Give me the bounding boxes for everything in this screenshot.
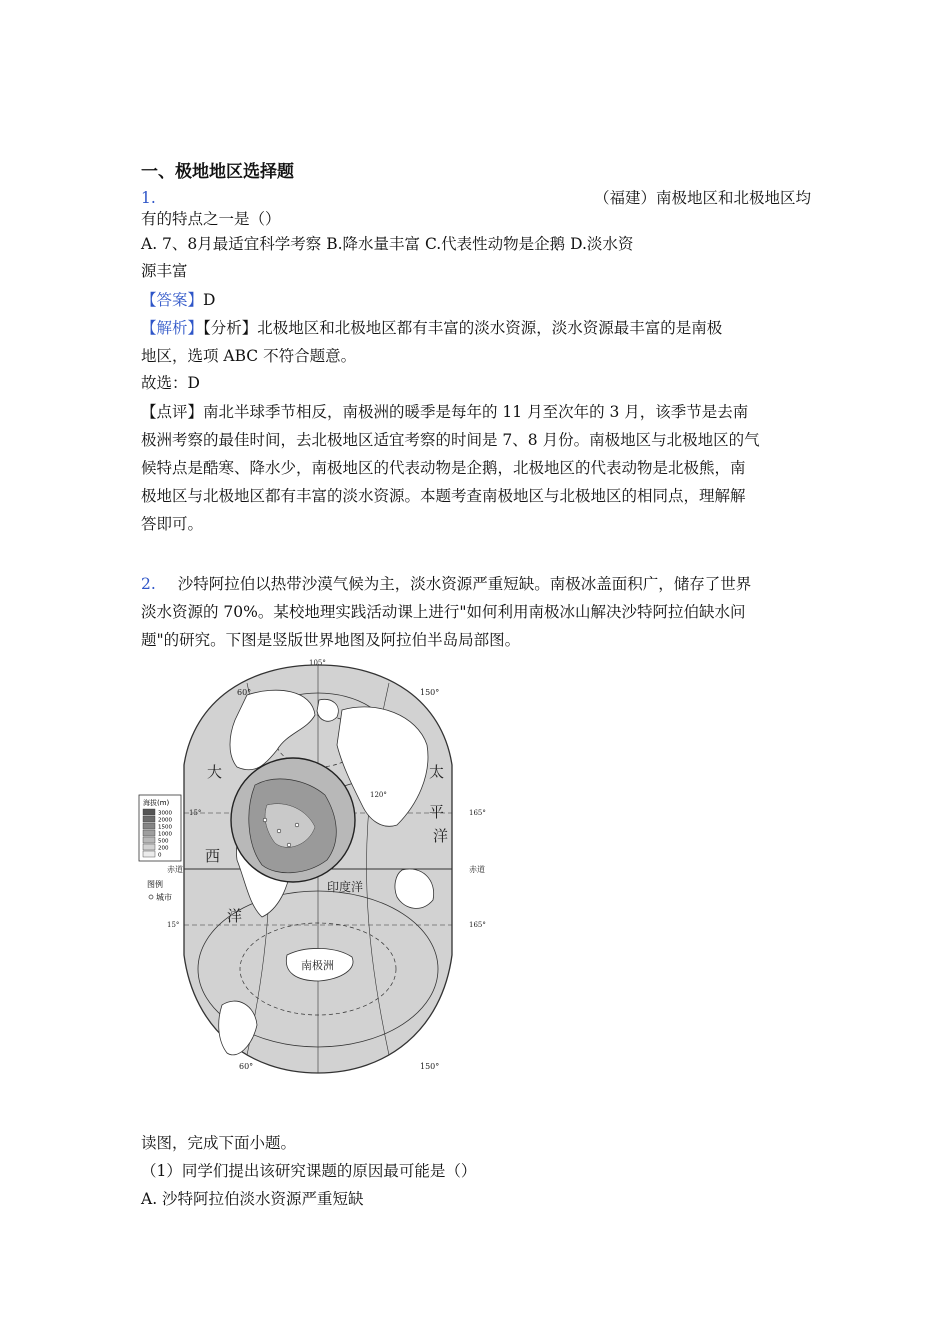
q1-first-line xyxy=(141,188,811,208)
legend-swatch xyxy=(143,830,155,836)
label-pacific-3: 洋 xyxy=(433,827,449,845)
legend-swatch xyxy=(143,837,155,843)
world-map-figure xyxy=(137,655,499,1085)
label-pacific-1: 太 xyxy=(429,763,445,781)
label-120: 120° xyxy=(370,791,387,799)
answer-label: 【答案】 xyxy=(141,291,204,309)
legend-swatch xyxy=(143,816,155,822)
q2-stem-1: 沙特阿拉伯以热带沙漠气候为主，淡水资源严重短缺。南极冰盖面积广，储存了世界 xyxy=(177,575,752,593)
section-title: 一、极地地区选择题 xyxy=(141,162,294,182)
q2-number: 2. xyxy=(141,575,156,593)
label-atlantic-2: 西 xyxy=(205,847,221,865)
q1-comment-1: 【点评】南北半球季节相反，南极洲的暖季是每年的 11 月至次年的 3 月，该季节是去南 xyxy=(141,403,749,421)
answer-value: D xyxy=(203,291,216,309)
label-60-top: 60° xyxy=(237,688,252,697)
label-150-top: 150° xyxy=(420,688,440,697)
q2-stem-3: 题"的研究。下图是竖版世界地图及阿拉伯半岛局部图。 xyxy=(141,631,521,649)
q2-stem-2: 淡水资源的 70%。某校地理实践活动课上进行"如何利用南极冰山解决沙特阿拉伯缺水问 xyxy=(141,603,746,621)
label-equator-left: 赤道 xyxy=(167,865,183,874)
arabian-peninsula-inset xyxy=(231,758,355,882)
label-165-n: 165° xyxy=(469,809,486,817)
legend-level-label: 3000 xyxy=(158,810,172,817)
legend-level-label: 1500 xyxy=(158,824,172,831)
legend-city: 城市 xyxy=(156,893,172,902)
q1-source: （福建）南极地区和北极地区均 xyxy=(593,189,811,207)
q1-comment-4: 极地区与北极地区都有丰富的淡水资源。本题考查南极地区与北极地区的相同点，理解解 xyxy=(141,487,746,505)
q1-choice: 故选：D xyxy=(141,374,200,392)
q1-analysis-cont: 地区，选项 ABC 不符合题意。 xyxy=(141,347,357,365)
label-indian-ocean: 印度洋 xyxy=(327,880,364,894)
legend-swatch xyxy=(143,809,155,815)
legend-swatch xyxy=(143,823,155,829)
label-60-bottom: 60° xyxy=(239,1062,254,1071)
label-equator-right: 赤道 xyxy=(469,865,485,874)
label-atlantic-1: 大 xyxy=(207,763,223,781)
legend-swatch xyxy=(143,851,155,857)
label-15-s: 15° xyxy=(167,921,180,929)
label-150-bottom: 150° xyxy=(420,1062,440,1071)
legend-swatch xyxy=(143,844,155,850)
q1-analysis xyxy=(141,318,811,338)
legend-level-label: 1000 xyxy=(158,831,172,838)
legend-level-label: 500 xyxy=(158,838,169,845)
q1-answer xyxy=(141,290,811,310)
q1-comment-2: 极洲考察的最佳时间，去北极地区适宜考察的时间是 7、8 月份。南极地区与北极地区的气 xyxy=(141,431,760,449)
q1-comment-3: 候特点是酷寒、降水少，南极地区的代表动物是企鹅，北极地区的代表动物是北极熊，南 xyxy=(141,459,746,477)
label-15-n: 15° xyxy=(189,809,202,817)
legend-title: 海拔(m) xyxy=(143,799,170,807)
city-marker-icon xyxy=(149,895,153,899)
legend-level-label: 2000 xyxy=(158,817,172,824)
label-165-s: 165° xyxy=(469,921,486,929)
analysis-label: 【解析】 xyxy=(141,319,204,337)
q1-number: 1. xyxy=(141,189,156,207)
legend-level-label: 200 xyxy=(158,845,169,852)
elevation-legend xyxy=(139,795,181,902)
label-105: 105° xyxy=(309,659,326,667)
label-antarctica: 南极洲 xyxy=(301,959,334,972)
q2-sub1-option-a: A. 沙特阿拉伯淡水资源严重短缺 xyxy=(141,1190,364,1208)
legend-level-label: 0 xyxy=(158,852,162,859)
q1-stem: 有的特点之一是（） xyxy=(141,210,281,228)
label-pacific-2: 平 xyxy=(429,803,445,821)
q1-comment-5: 答即可。 xyxy=(141,515,204,533)
q1-options: A. 7、8月最适宜科学考察 B.降水量丰富 C.代表性动物是企鹅 D.淡水资 xyxy=(141,235,634,253)
legend-section: 图例 xyxy=(147,880,163,889)
q1-options-cont: 源丰富 xyxy=(141,262,188,280)
analysis-text: 【分析】北极地区和北极地区都有丰富的淡水资源，淡水资源最丰富的是南极 xyxy=(203,319,723,337)
q2-read-prompt: 读图，完成下面小题。 xyxy=(141,1134,297,1152)
q2-sub1: （1）同学们提出该研究课题的原因最可能是（） xyxy=(141,1162,477,1180)
q2-first-line xyxy=(141,574,811,594)
label-atlantic-3: 洋 xyxy=(227,907,243,925)
